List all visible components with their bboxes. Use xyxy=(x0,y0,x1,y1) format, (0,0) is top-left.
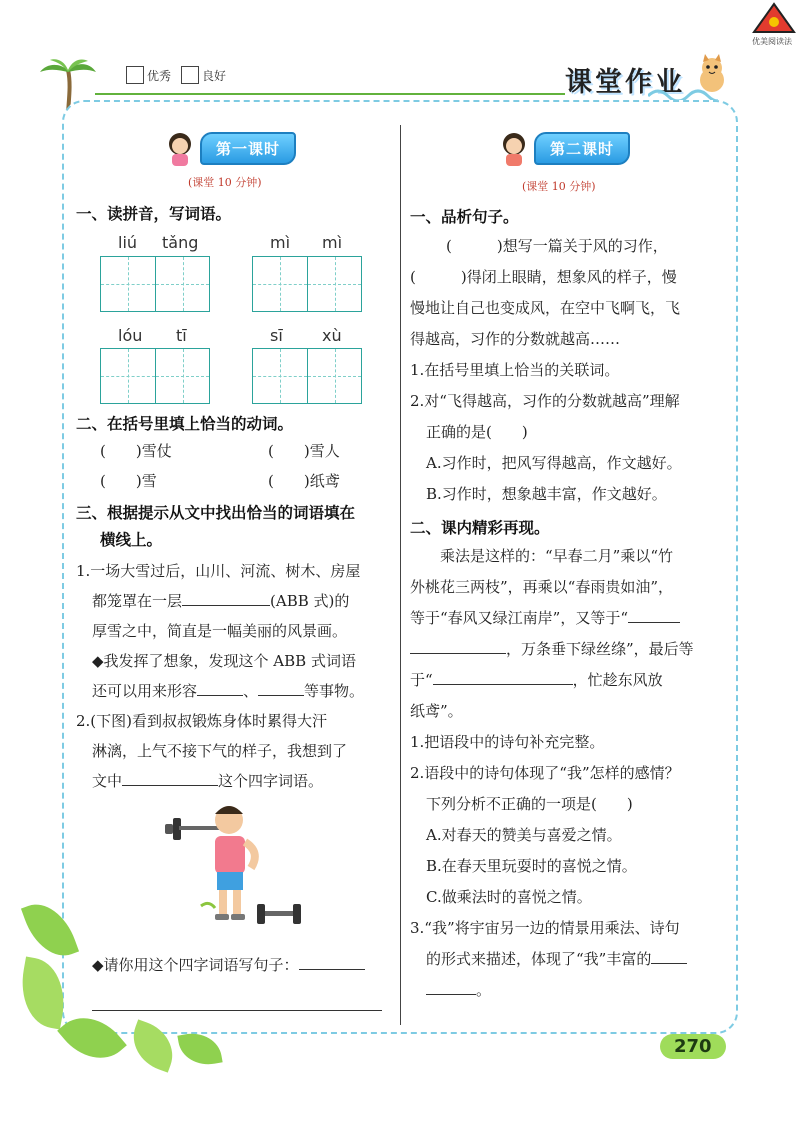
lesson-2-time: (课堂 10 分钟) xyxy=(522,180,596,193)
p1-line-d: 得越高，习作的分数就越高…… xyxy=(410,330,621,348)
header-rule xyxy=(95,93,565,95)
answer-blank[interactable] xyxy=(258,679,304,696)
writing-grid-3[interactable] xyxy=(100,348,210,404)
logo-text: 优美阅读法 xyxy=(752,37,792,46)
q3-2-line-c: 文中 这个四字词语。 xyxy=(92,766,323,796)
pinyin-3: mì xyxy=(270,233,291,252)
pinyin-7: sī xyxy=(270,326,283,345)
pinyin-6: tī xyxy=(176,326,187,345)
q1-1: 1.在括号里填上恰当的关联词。 xyxy=(410,361,620,379)
grade-excellent-checkbox[interactable] xyxy=(126,66,144,84)
wave-decoration-icon xyxy=(648,86,718,100)
leaf-icon xyxy=(177,1029,222,1069)
q3-1-line-a: 1.一场大雪过后，山川、河流、树木、房屋 xyxy=(76,562,361,580)
lesson-2-badge xyxy=(494,128,630,168)
grade-good-label: 良好 xyxy=(202,68,227,83)
lesson-1-title: 第一课时 xyxy=(200,132,296,165)
girl-avatar-icon xyxy=(160,128,200,168)
answer-blank[interactable] xyxy=(182,589,270,606)
left-q3-title-1: 三、根据提示从文中找出恰当的词语填在 xyxy=(76,504,356,522)
left-q3-title-2: 横线上。 xyxy=(100,531,163,549)
q1-2-b: 正确的是( ) xyxy=(426,423,528,441)
q2-2-option-a: A.对春天的赞美与喜爱之情。 xyxy=(426,826,622,844)
q3-1-line-b: 都笼罩在一层 (ABB 式)的 xyxy=(92,586,349,616)
answer-blank[interactable] xyxy=(628,606,680,623)
answer-line[interactable] xyxy=(92,1010,382,1011)
lesson-1-badge xyxy=(160,128,296,168)
right-q1-title: 一、品析句子。 xyxy=(410,208,519,226)
q2-2-a: 2.语段中的诗句体现了“我”怎样的感情？ xyxy=(410,764,680,782)
publisher-logo xyxy=(750,2,798,38)
p2-line-b: 外桃花三两枝”，再乘以“春雨贵如油”， xyxy=(410,578,674,596)
p1-line-a: ( )想写一篇关于风的习作， xyxy=(446,237,668,255)
q2-3-a: 3.“我”将宇宙另一边的情景用乘法、诗句 xyxy=(410,919,680,937)
pinyin-4: mì xyxy=(322,233,343,252)
boy-avatar-icon xyxy=(494,128,534,168)
lesson-2-title: 第二课时 xyxy=(534,132,630,165)
q2-2-option-c: C.做乘法时的喜悦之情。 xyxy=(426,888,592,906)
answer-blank[interactable] xyxy=(410,637,506,654)
q1-2-option-a: A.习作时，把风写得越高，作文越好。 xyxy=(426,454,682,472)
pinyin-8: xù xyxy=(322,326,342,345)
q2-1: 1.把语段中的诗句补充完整。 xyxy=(410,733,605,751)
p1-line-b: ( )得闭上眼睛，想象风的样子，慢 xyxy=(410,268,677,286)
left-q1-title: 一、读拼音，写词语。 xyxy=(76,205,232,223)
left-q2-title: 二、在括号里填上恰当的动词。 xyxy=(76,415,294,433)
exercising-man-illustration xyxy=(165,796,310,931)
answer-blank[interactable] xyxy=(426,978,476,995)
pinyin-5: lóu xyxy=(118,326,143,345)
column-divider xyxy=(400,125,401,1025)
p1-line-c: 慢地让自己也变成风，在空中飞啊飞，飞 xyxy=(410,299,681,317)
lesson-1-time: (课堂 10 分钟) xyxy=(188,176,262,189)
q2-item-2: ( )雪人 xyxy=(268,442,340,460)
q3-2-line-d: ◆请你用这个四字词语写句子： xyxy=(92,950,365,980)
p2-line-e: 于“ ，忙趁东风放 xyxy=(410,665,663,695)
p2-line-c: 等于“春风又绿江南岸”，又等于“ xyxy=(410,603,680,633)
pinyin-1: liú xyxy=(118,233,138,252)
q3-1-line-e: 还可以用来形容 、 等事物。 xyxy=(92,676,364,706)
q2-item-3: ( )雪 xyxy=(100,472,157,490)
page-number: 270 xyxy=(660,1034,726,1059)
answer-blank[interactable] xyxy=(433,668,573,685)
p2-line-a: 乘法是这样的：“早春二月”乘以“竹 xyxy=(440,547,674,565)
q1-2-a: 2.对“飞得越高，习作的分数就越高”理解 xyxy=(410,392,680,410)
writing-grid-2[interactable] xyxy=(252,256,362,312)
p2-line-f: 纸鸢”。 xyxy=(410,702,463,720)
page-title: 课堂作业 xyxy=(565,67,685,98)
pinyin-2: tǎng xyxy=(162,233,199,252)
q2-2-b: 下列分析不正确的一项是( ) xyxy=(426,795,633,813)
answer-blank[interactable] xyxy=(299,953,365,970)
q3-1-line-c: 厚雪之中，简直是一幅美丽的风景画。 xyxy=(92,622,348,640)
writing-grid-1[interactable] xyxy=(100,256,210,312)
q3-1-line-d: ◆我发挥了想象，发现这个 ABB 式词语 xyxy=(92,652,356,670)
p2-line-d: ，万条垂下绿丝绦”，最后等 xyxy=(410,634,694,664)
writing-grid-4[interactable] xyxy=(252,348,362,404)
grade-excellent-label: 优秀 xyxy=(147,68,172,83)
answer-blank[interactable] xyxy=(122,769,218,786)
q3-2-line-b: 淋漓，上气不接下气的样子，我想到了 xyxy=(92,742,348,760)
right-q2-title: 二、课内精彩再现。 xyxy=(410,519,550,537)
q1-2-option-b: B.习作时，想象越丰富，作文越好。 xyxy=(426,485,667,503)
q2-3-c: 。 xyxy=(426,975,491,1005)
q3-2-line-a: 2.(下图)看到叔叔锻炼身体时累得大汗 xyxy=(76,712,328,730)
q2-item-1: ( )雪仗 xyxy=(100,442,172,460)
answer-blank[interactable] xyxy=(651,947,687,964)
q2-2-option-b: B.在春天里玩耍时的喜悦之情。 xyxy=(426,857,637,875)
q2-3-b: 的形式来描述，体现了“我”丰富的 xyxy=(426,944,687,974)
q2-item-4: ( )纸鸢 xyxy=(268,472,340,490)
grade-good-checkbox[interactable] xyxy=(181,66,199,84)
answer-blank[interactable] xyxy=(197,679,243,696)
grade-options xyxy=(126,66,226,84)
